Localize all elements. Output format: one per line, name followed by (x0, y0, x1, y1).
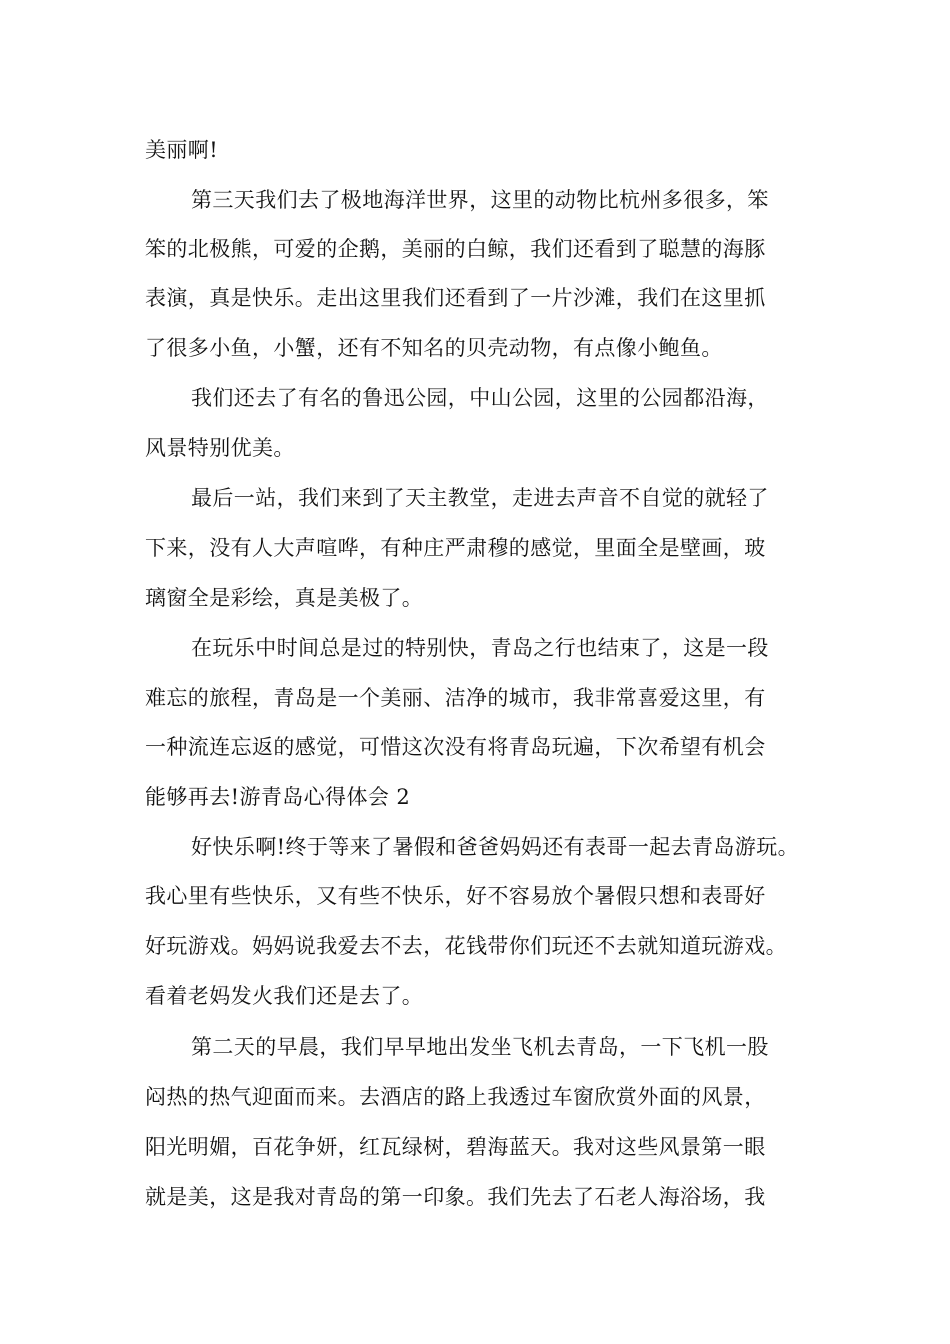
text-line (0, 727, 950, 767)
paragraph-first-line (0, 378, 950, 418)
paragraph-first-line (0, 827, 950, 867)
line-text: 阳光明媚，百花争妍，红瓦绿树，碧海蓝天。我对这些风景第一眼 (145, 1135, 766, 1159)
paragraph-first-line (0, 1027, 950, 1067)
line-text: 下来，没有人大声喧哗，有种庄严肃穆的感觉，里面全是壁画，玻 (145, 536, 766, 560)
text-line (0, 578, 950, 618)
text-line (0, 1177, 950, 1217)
text-line (0, 777, 950, 817)
line-text: 风景特别优美。 (145, 436, 295, 460)
line-text: 好玩游戏。妈妈说我爱去不去，花钱带你们玩还不去就知道玩游戏。 (145, 934, 787, 958)
text-line (0, 328, 950, 368)
text-line (0, 229, 950, 269)
line-text: 表演，真是快乐。走出这里我们还看到了一片沙滩，我们在这里抓 (145, 286, 766, 310)
paragraph-first-line (0, 478, 950, 518)
paragraph-first-line (0, 628, 950, 668)
line-text: 在玩乐中时间总是过的特别快，青岛之行也结束了，这是一段 (191, 636, 769, 660)
line-text: 最后一站，我们来到了天主教堂，走进去声音不自觉的就轻了 (191, 486, 769, 510)
line-text: 我们还去了有名的鲁迅公园，中山公园，这里的公园都沿海， (191, 386, 769, 410)
line-text: 璃窗全是彩绘，真是美极了。 (145, 586, 424, 610)
line-text: 难忘的旅程，青岛是一个美丽、洁净的城市，我非常喜爱这里，有 (145, 686, 766, 710)
line-text: 能够再去!游青岛心得体会 2 (145, 785, 411, 809)
text-line (0, 1077, 950, 1117)
line-text: 美丽啊! (145, 138, 219, 162)
text-line (0, 278, 950, 318)
text-line (0, 678, 950, 718)
text-line (0, 1127, 950, 1167)
text-line (0, 876, 950, 916)
text-line (0, 976, 950, 1016)
text-line (0, 428, 950, 468)
line-text: 第三天我们去了极地海洋世界，这里的动物比杭州多很多，笨 (191, 188, 769, 212)
text-line (0, 926, 950, 966)
paragraph-first-line (0, 180, 950, 220)
line-text: 我心里有些快乐，又有些不快乐，好不容易放个暑假只想和表哥好 (145, 884, 766, 908)
text-line (0, 130, 950, 170)
line-text: 好快乐啊!终于等来了暑假和爸爸妈妈还有表哥一起去青岛游玩。 (191, 835, 800, 859)
line-text: 一种流连忘返的感觉，可惜这次没有将青岛玩遍，下次希望有机会 (145, 735, 766, 759)
line-text: 笨的北极熊，可爱的企鹅，美丽的白鲸，我们还看到了聪慧的海豚 (145, 237, 766, 261)
text-line (0, 528, 950, 568)
line-text: 闷热的热气迎面而来。去酒店的路上我透过车窗欣赏外面的风景， (145, 1085, 766, 1109)
line-text: 看着老妈发火我们还是去了。 (145, 984, 424, 1008)
line-text: 了很多小鱼，小蟹，还有不知名的贝壳动物，有点像小鲍鱼。 (145, 336, 723, 360)
line-text: 就是美，这是我对青岛的第一印象。我们先去了石老人海浴场，我 (145, 1185, 766, 1209)
line-text: 第二天的早晨，我们早早地出发坐飞机去青岛，一下飞机一股 (191, 1035, 769, 1059)
